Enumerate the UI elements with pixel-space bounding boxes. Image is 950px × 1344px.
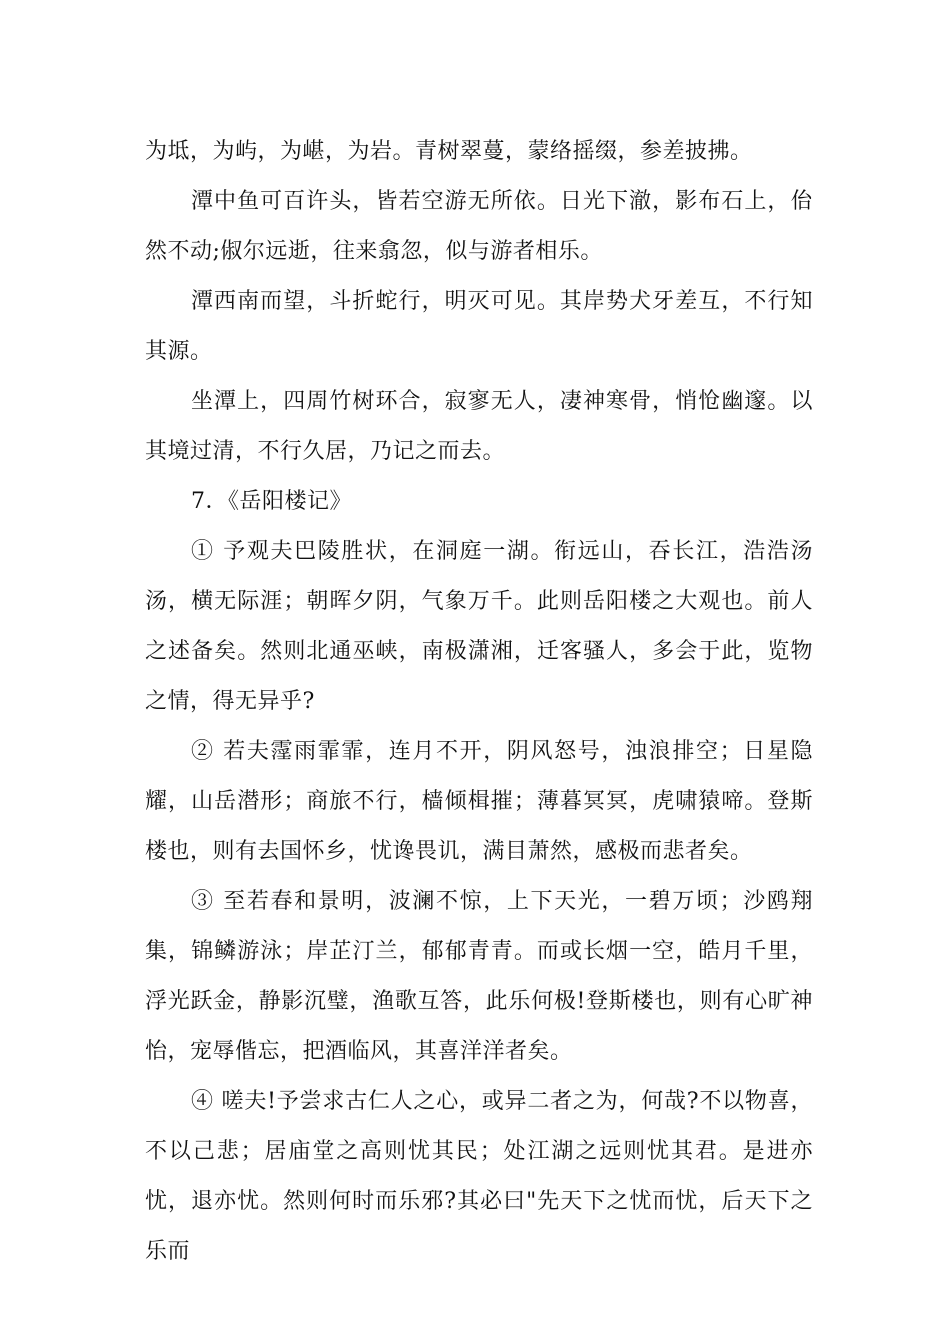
paragraph-continuation: 为坻，为屿，为嵁，为岩。青树翠蔓，蒙络摇缀，参差披拂。 [145,139,753,164]
paragraph-4: ④ 嗟夫!予尝求古仁人之心，或异二者之为，何哉?不以物喜，不以己悲；居庙堂之高则忧其民；处江湖之远则忧其君。是进亦忧，退亦忧。然则何时而乐邪?其必曰"先天下之忧而忧，后天下之乐而 [145,1089,813,1264]
paragraph-southwest-view: 潭西南而望，斗折蛇行，明灭可见。其岸势犬牙差互，不行知其源。 [145,289,813,364]
paragraph-3: ③ 至若春和景明，波澜不惊，上下天光，一碧万顷；沙鸥翔集，锦鳞游泳；岸芷汀兰，郁郁青青。而或长烟一空，皓月千里，浮光跃金，静影沉璧，渔歌互答，此乐何极!登斯楼也，则有心旷神怡，宠辱偕忘，把酒临风，其喜洋洋者矣。 [145,889,813,1064]
paragraph-sitting-by-pool: 坐潭上，四周竹树环合，寂寥无人，凄神寒骨，悄怆幽邃。以其境过清，不行久居，乃记之而去。 [145,389,813,464]
paragraph-1: ① 予观夫巴陵胜状，在洞庭一湖。衔远山，吞长江，浩浩汤汤，横无际涯；朝晖夕阴，气象万千。此则岳阳楼之大观也。前人之述备矣。然则北通巫峡，南极潇湘，迁客骚人，多会于此，览物之情，得无异乎? [145,539,813,714]
section-heading: 7．《岳阳楼记》 [191,489,352,514]
document-body [145,127,813,1277]
paragraph-2: ② 若夫霪雨霏霏，连月不开，阴风怒号，浊浪排空；日星隐耀，山岳潜形；商旅不行，樯倾楫摧；薄暮冥冥，虎啸猿啼。登斯楼也，则有去国怀乡，忧谗畏讥，满目萧然，感极而悲者矣。 [145,739,813,864]
paragraph-fish-in-pool: 潭中鱼可百许头，皆若空游无所依。日光下澈，影布石上，佁然不动;俶尔远逝，往来翕忽，似与游者相乐。 [145,189,813,264]
